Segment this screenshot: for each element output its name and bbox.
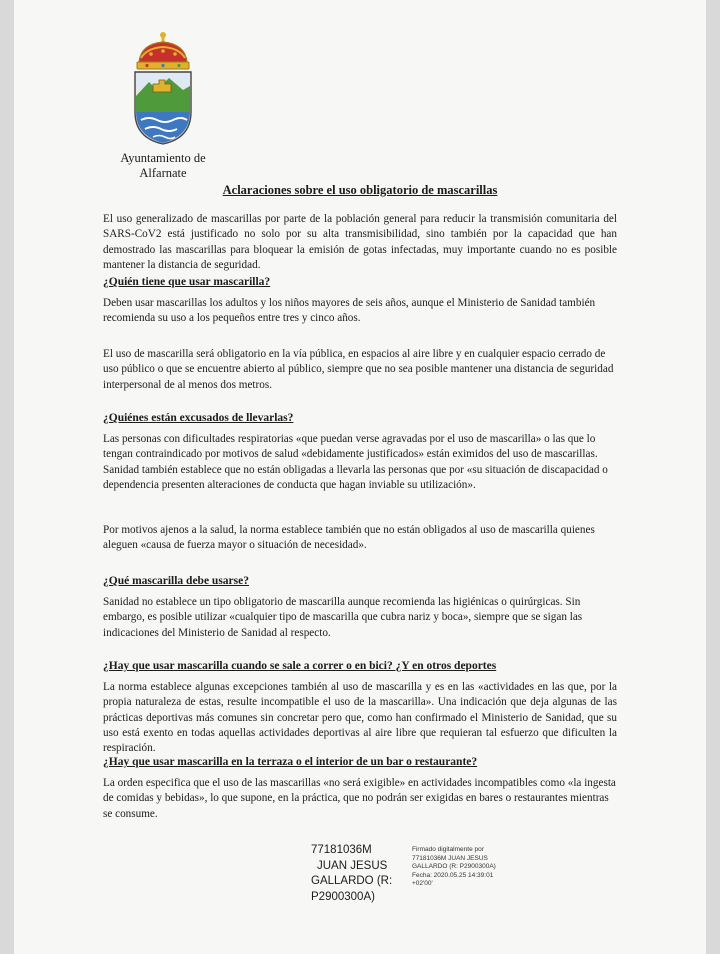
signature-note-line: 77181036M JUAN JESUS xyxy=(412,854,488,862)
signature-id-line: P2900300A) xyxy=(311,890,375,903)
signature-id-line: 77181036M xyxy=(311,844,372,856)
document-title: Aclaraciones sobre el uso obligatorio de mascarillas xyxy=(222,183,498,197)
coat-of-arms-logo xyxy=(127,30,199,150)
organization-name xyxy=(98,151,228,181)
org-line-1: Ayuntamiento de xyxy=(120,151,206,165)
section-heading-which-mask: ¿Qué mascarilla debe usarse? xyxy=(103,575,249,587)
section-who-paragraph-2: El uso de mascarilla será obligatorio en la vía pública, en espacios al aire libre y en cualquier espacio cerrado de uso público o que se encuentre abierto al público, siempre que no sea posible mantener una distancia de seguridad interpersonal de al menos dos metros. xyxy=(103,348,614,391)
section-heading-bars: ¿Hay que usar mascarilla en la terraza o el interior de un bar o restaurante? xyxy=(103,756,478,768)
section-exempt-paragraph-2: Por motivos ajenos a la salud, la norma establece también que no están obligados al uso de mascarilla quienes aleguen «causa de fuerza mayor o situación de necesidad». xyxy=(103,524,595,552)
signature-note-line: GALLARDO (R: P2900300A) xyxy=(412,863,496,870)
intro-paragraph: El uso generalizado de mascarillas por parte de la población general para reducir la transmisión comunitaria del SARS-CoV2 está justificado no solo por su alta transmisibilidad, sino también por la capacidad que han demostrado las mascarillas para bloquear la emisión de gotas infectadas, muy importante cuando no es posible mantener la distancia de seguridad. xyxy=(103,213,617,271)
document-page xyxy=(14,0,706,954)
section-who-paragraph-1: Deben usar mascarillas los adultos y los niños mayores de seis años, aunque el Ministerio de Sanidad también recomienda su uso a los pequeños entre tres y cinco años. xyxy=(103,297,596,325)
signature-note-line: Fecha: 2020.05.25 14:39:01 xyxy=(412,871,494,879)
org-line-2: Alfarnate xyxy=(139,166,187,180)
signature-id-line: JUAN JESUS xyxy=(317,859,388,872)
signature-note-line: Firmado digitalmente por xyxy=(412,846,484,853)
section-exempt-paragraph-1: Las personas con dificultades respiratorias «que puedan verse agravadas por el uso de mascarilla» o las que lo tengan contraindicado por motivos de salud «debidamente justificados» están eximidos del uso de mascarillas. Sanidad también establece que no están obligadas a llevarla las personas que por «su situación de discapacidad o dependencia presenten alteraciones de conducta que hagan inviable su utilización». xyxy=(103,433,608,491)
signature-identity xyxy=(311,843,401,905)
section-heading-sports: ¿Hay que usar mascarilla cuando se sale a correr o en bici? ¿Y en otros deportes xyxy=(103,660,497,672)
section-which-mask-paragraph: Sanidad no establece un tipo obligatorio de mascarilla aunque recomienda las higiénicas o quirúrgicas. Sin embargo, es posible utilizar «cualquier tipo de mascarilla que cubra nariz y boca», siempre que se sigan las indicaciones del Ministerio de Sanidad al respecto. xyxy=(103,596,583,639)
digital-signature-note xyxy=(412,846,522,889)
section-heading-exempt: ¿Quiénes están excusados de llevarlas? xyxy=(103,412,294,424)
section-heading-who: ¿Quién tiene que usar mascarilla? xyxy=(103,276,271,288)
section-sports-paragraph: La norma establece algunas excepciones también al uso de mascarilla y es en las «actividades en las que, por la propia naturaleza de estas, resulte incompatible el uso de la mascarilla». Una indicación que deja algunas de las prácticas deportivas más comunes sin concretar pero que, como han confirmado el Ministerio de Sanidad, que su uso está exento en todas aquellas actividades deportivas al aire libre que requieran tal esfuerzo que dificulten la respiración. xyxy=(103,681,617,755)
signature-id-line: GALLARDO (R: xyxy=(311,875,393,887)
section-bars-paragraph: La orden especifica que el uso de las mascarillas «no será exigible» en actividades incompatibles como «la ingesta de comidas y bebidas», lo que supone, en la práctica, que no podrán ser exigidas en bares o restaurantes mientras se consume. xyxy=(103,777,616,820)
signature-note-line: +02'00' xyxy=(412,880,433,887)
